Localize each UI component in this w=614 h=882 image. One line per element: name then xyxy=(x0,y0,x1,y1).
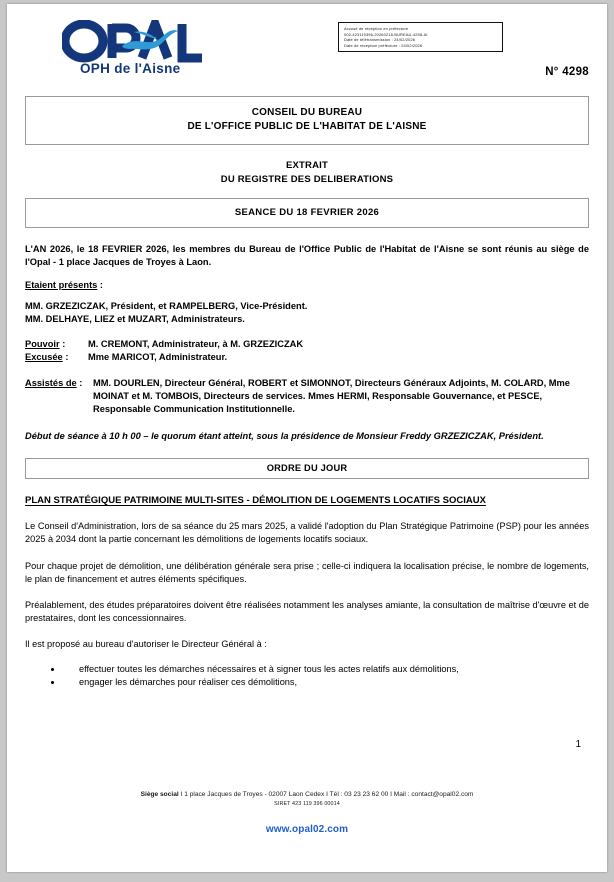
document-header xyxy=(7,4,607,94)
agenda-label: ORDRE DU JOUR xyxy=(266,462,348,473)
svg-text:OPH de l'Aisne: OPH de l'Aisne xyxy=(80,61,181,76)
delegation-table xyxy=(25,338,589,364)
deliberation-paragraph-1: Le Conseil d'Administration, lors de sa séance du 25 mars 2025, a validé l'adoption du Plan Stratégique Patrimoine (PSP) pour les années 2025 à 2034 dont la partie concernant les démolitions de logements locatifs sociaux. xyxy=(25,521,589,545)
opal-logo xyxy=(62,20,222,78)
reference-number: N° 4298 xyxy=(545,66,589,78)
delegation-value-pouvoir: M. CREMONT, Administrateur, à M. GRZEZICZAK xyxy=(88,339,304,350)
stamp-line-2: 002-423119396-20260218-BUREAU-4298-AI xyxy=(344,31,428,37)
delegation-key-pouvoir-colon: : xyxy=(59,339,66,350)
assisted-by-label-text: Assistés de xyxy=(25,378,77,389)
extrait-line1: EXTRAIT xyxy=(285,160,329,171)
opening-paragraph: Début de séance à 10 h 00 – le quorum étant atteint, sous la présidence de Monsieur Freddy GRZEZICZAK, Président. xyxy=(25,431,544,442)
delegation-key-excusee-colon: : xyxy=(62,352,69,363)
assisted-by-row xyxy=(25,377,589,416)
present-label-colon: : xyxy=(97,280,104,291)
delegation-key-pouvoir xyxy=(25,338,88,351)
stamp-line-4: Date de réception préfecture : 24/02/2026 xyxy=(344,42,423,48)
delegation-row-excusee xyxy=(25,351,589,364)
present-label-row xyxy=(25,269,589,293)
present-names xyxy=(25,300,589,326)
stamp-line-3: Date de télétransmission : 24/02/2026 xyxy=(344,37,416,43)
seance-label: SEANCE DU 18 FEVRIER 2026 xyxy=(234,207,380,218)
prefecture-stamp xyxy=(338,22,503,52)
assisted-by-label xyxy=(25,377,93,416)
present-label: Etaient présents xyxy=(25,280,98,291)
seance-box xyxy=(25,198,589,228)
title-section xyxy=(7,96,607,228)
deliberation-bullet-list xyxy=(63,663,589,690)
present-name-line-2: MM. DELHAYE, LIEZ et MUZART, Administrateurs. xyxy=(25,314,245,325)
extrait-heading xyxy=(25,159,589,186)
deliberation-heading: PLAN STRATÉGIQUE PATRIMOINE MULTI-SITES - DÉMOLITION DE LOGEMENTS LOCATIFS SOCIAUX xyxy=(25,494,486,506)
delegation-row-pouvoir xyxy=(25,338,589,351)
document-page xyxy=(7,4,607,872)
list-item: • effectuer toutes les démarches nécessaires et à signer tous les actes relatifs aux démolitions, xyxy=(63,663,589,677)
footer-address xyxy=(7,790,607,800)
footer-siret: SIRET 423 119 396 00014 xyxy=(274,801,340,807)
document-footer xyxy=(7,790,607,835)
present-name-line-1: MM. GRZEZICZAK, Président, et RAMPELBERG, Vice-Président. xyxy=(25,301,308,312)
extrait-line2: DU REGISTRE DES DELIBERATIONS xyxy=(220,173,394,185)
opal-logo-svg xyxy=(62,20,222,78)
delegation-key-excusee-text: Excusée xyxy=(25,352,63,363)
delegation-key-excusee xyxy=(25,351,88,364)
deliberation-paragraph-3: Préalablement, des études préparatoires doivent être réalisées notamment les analyses amiante, la consultation de maîtrise d'œuvre et de prestataires, dont les concessionnaires. xyxy=(25,599,589,624)
agenda-box xyxy=(25,458,589,479)
intro-paragraph: L'AN 2026, le 18 FEVRIER 2026, les membres du Bureau de l'Office Public de l'Habitat de l'Aisne se sont réunis au siège de l'Opal - 1 place Jacques de Troyes à Laon. xyxy=(25,244,589,268)
list-item: • engager les démarches pour réaliser ces démolitions, xyxy=(63,676,589,690)
deliberation-paragraph-4: Il est proposé au bureau d'autoriser le Directeur Général à : xyxy=(25,639,267,650)
council-title-line1: CONSEIL DU BUREAU xyxy=(251,107,363,118)
footer-address-label: Siège social xyxy=(140,791,179,798)
delegation-value-excusee: Mme MARICOT, Administrateur. xyxy=(88,352,228,363)
council-title-line2: DE L'OFFICE PUBLIC DE L'HABITAT DE L'AISNE xyxy=(187,121,427,132)
delegation-key-pouvoir-text: Pouvoir xyxy=(25,339,60,350)
assisted-by-label-colon: : xyxy=(76,378,83,389)
attendance-section xyxy=(7,243,607,444)
footer-website-link[interactable]: www.opal02.com xyxy=(265,824,349,835)
council-title-box xyxy=(25,96,589,145)
deliberation-paragraph-2: Pour chaque projet de démolition, une délibération générale sera prise ; celle-ci indiquera la localisation précise, le nombre de logements, le plan de financement et autres éléments spécifiques. xyxy=(25,560,589,584)
page-number: 1 xyxy=(575,739,581,750)
assisted-by-value: MM. DOURLEN, Directeur Général, ROBERT et SIMONNOT, Directeurs Généraux Adjoints, M. COLARD, Mme MOINAT et M. TOMBOIS, Directeurs de services. Mmes HERMI, Responsable Gouvernance, et PESCE, Responsable Communication Institutionnelle. xyxy=(93,378,570,415)
stamp-line-1: Accusé de réception en préfecture xyxy=(344,26,409,31)
footer-address-details: I 1 place Jacques de Troyes - 02007 Laon Cedex I Tél : 03 23 23 62 00 I Mail : contact@opal02.com xyxy=(178,791,474,798)
